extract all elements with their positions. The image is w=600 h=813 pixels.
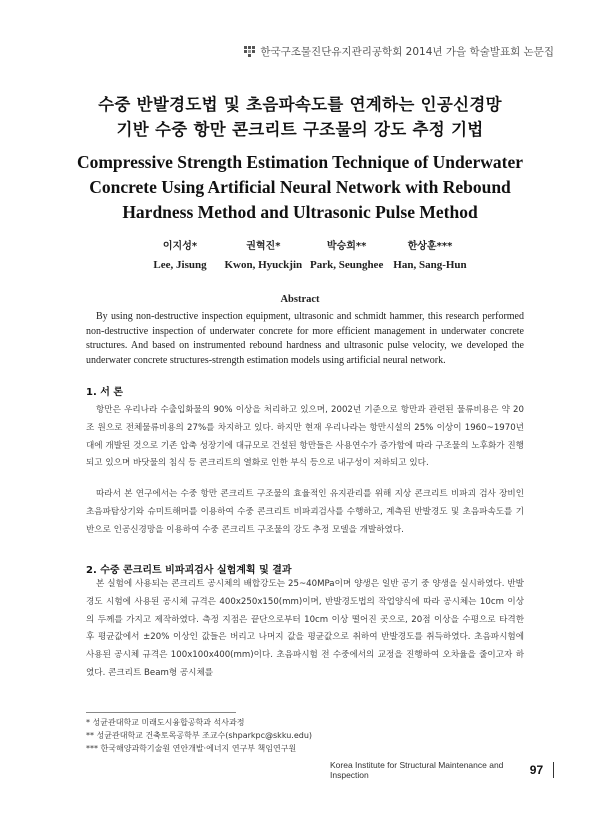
author-name-ko: 이지성*: [162, 241, 198, 252]
english-title-line: Hardness Method and Ultrasonic Pulse Method: [122, 202, 478, 222]
section-heading-introduction: 1. 서 론: [86, 387, 124, 398]
korean-title: [0, 92, 600, 142]
page-number: 97: [529, 763, 544, 777]
footnote: *** 한국해양과학기술원 연안개발·에너지 연구부 책임연구원: [86, 744, 297, 753]
author-name-ko: 한상훈***: [407, 241, 453, 252]
running-header: [244, 44, 554, 59]
page-footer: [330, 760, 554, 780]
author-name-ko: 권혁진*: [246, 241, 281, 252]
abstract-heading: Abstract: [280, 294, 320, 305]
introduction-paragraph: 따라서 본 연구에서는 수중 항만 콘크리트 구조물의 효율적인 유지관리를 위해 지상 콘크리트 비파괴 검사 장비인 초음파탐상기와 슈미트해머를 이용하여 수중 콘크리트 비파괴검사를 수행하고, 계측된 반발경도 및 초음파속도를 기반으로 인공신경망을 이용하여 수중 콘크리트 구조물의 강도 추정 모델을 개발하였다.: [86, 489, 524, 535]
author-name-ko: 박승희**: [326, 241, 367, 252]
abstract-text: By using non-destructive inspection equipment, ultrasonic and schmidt hammer, this research performed non-destructive inspection of underwater concrete for more efficient management in underwater concrete structures. And based on instrumented rebound hardness and ultrasonic pulse velocity, we developed the underwater concrete structures-strength estimation models using artificial neural network.: [86, 311, 524, 366]
korean-title-line: 기반 수중 항만 콘크리트 구조물의 강도 추정 기법: [116, 120, 484, 139]
section-heading-experiment: 2. 수중 콘크리트 비파괴검사 실험계획 및 결과: [86, 565, 292, 576]
english-title: [0, 150, 600, 225]
english-title-line: Concrete Using Artificial Neural Network with Rebound: [89, 177, 511, 197]
footnote: * 성균관대학교 미래도시융합공학과 석사과정: [86, 718, 245, 727]
experiment-paragraph: 본 실험에 사용되는 콘크리트 공시체의 배합강도는 25~40MPa이며 양생은 일반 공기 중 양생을 실시하였다. 반발경도 시험에 사용된 공시체 규격은 400x250x150(mm)이며, 반발경도법의 작업양식에 따라 공시체는 10cm 이상의 두께를 가지고 제작하였다. 측정 지점은 끝단으로부터 10cm 이상 떨어진 곳으로, 20점 이상을 수평으로 타격한 후 평균값에서 ±20% 이상인 값들은 버리고 나머지 값을 평균값으로 취하여 반발경도를 취득하였다. 초음파시험에 사용된 공시체 규격은 100x100x400(mm)이다. 초음파시험 전 수중에서의 교정을 진행하여 오차율을 줄이고자 하였다. 콘크리트 Beam형 공시체를: [86, 579, 524, 678]
author-name-en: Lee, Jisung: [153, 259, 207, 271]
author-name-en: Han, Sang-Hun: [393, 259, 467, 271]
introduction-paragraph: 항만은 우리나라 수출입화물의 90% 이상을 처리하고 있으며, 2002년 기준으로 항만과 관련된 물류비용은 약 20조 원으로 전체물류비용의 27%를 차지하고 있다. 하지만 현재 우리나라는 항만시설의 25% 이상이 1960~1970년대에 개발된 것으로 기존 압축 성장기에 대규모로 건설된 항만들은 사용연수가 증가함에 따라 구조물의 노후화가 진행되고 있으며 바닷물의 침식 등 콘크리트의 열화로 인한 부식 등으로 내구성이 저하되고 있다.: [86, 405, 524, 469]
footer-divider: [553, 762, 554, 778]
english-title-line: Compressive Strength Estimation Technique of Underwater: [76, 152, 524, 172]
author-name-en: Park, Seunghee: [309, 259, 384, 271]
korean-title-line: 수중 반발경도법 및 초음파속도를 연계하는 인공신경망: [98, 95, 502, 114]
author-list: [140, 237, 470, 281]
footnotes: [86, 716, 406, 755]
author-name-en: Kwon, Hyuckjin: [224, 259, 303, 271]
footnote: ** 성균관대학교 건축토목공학부 조교수(shparkpc@skku.edu): [86, 731, 313, 740]
society-logo-icon: [244, 46, 256, 58]
header-text: 한국구조물진단유지관리공학회 2014년 가을 학술발표회 논문집: [260, 46, 554, 58]
footer-society-name: Korea Institute for Structural Maintenance and Inspection: [330, 760, 504, 780]
footnote-divider: [86, 712, 236, 713]
